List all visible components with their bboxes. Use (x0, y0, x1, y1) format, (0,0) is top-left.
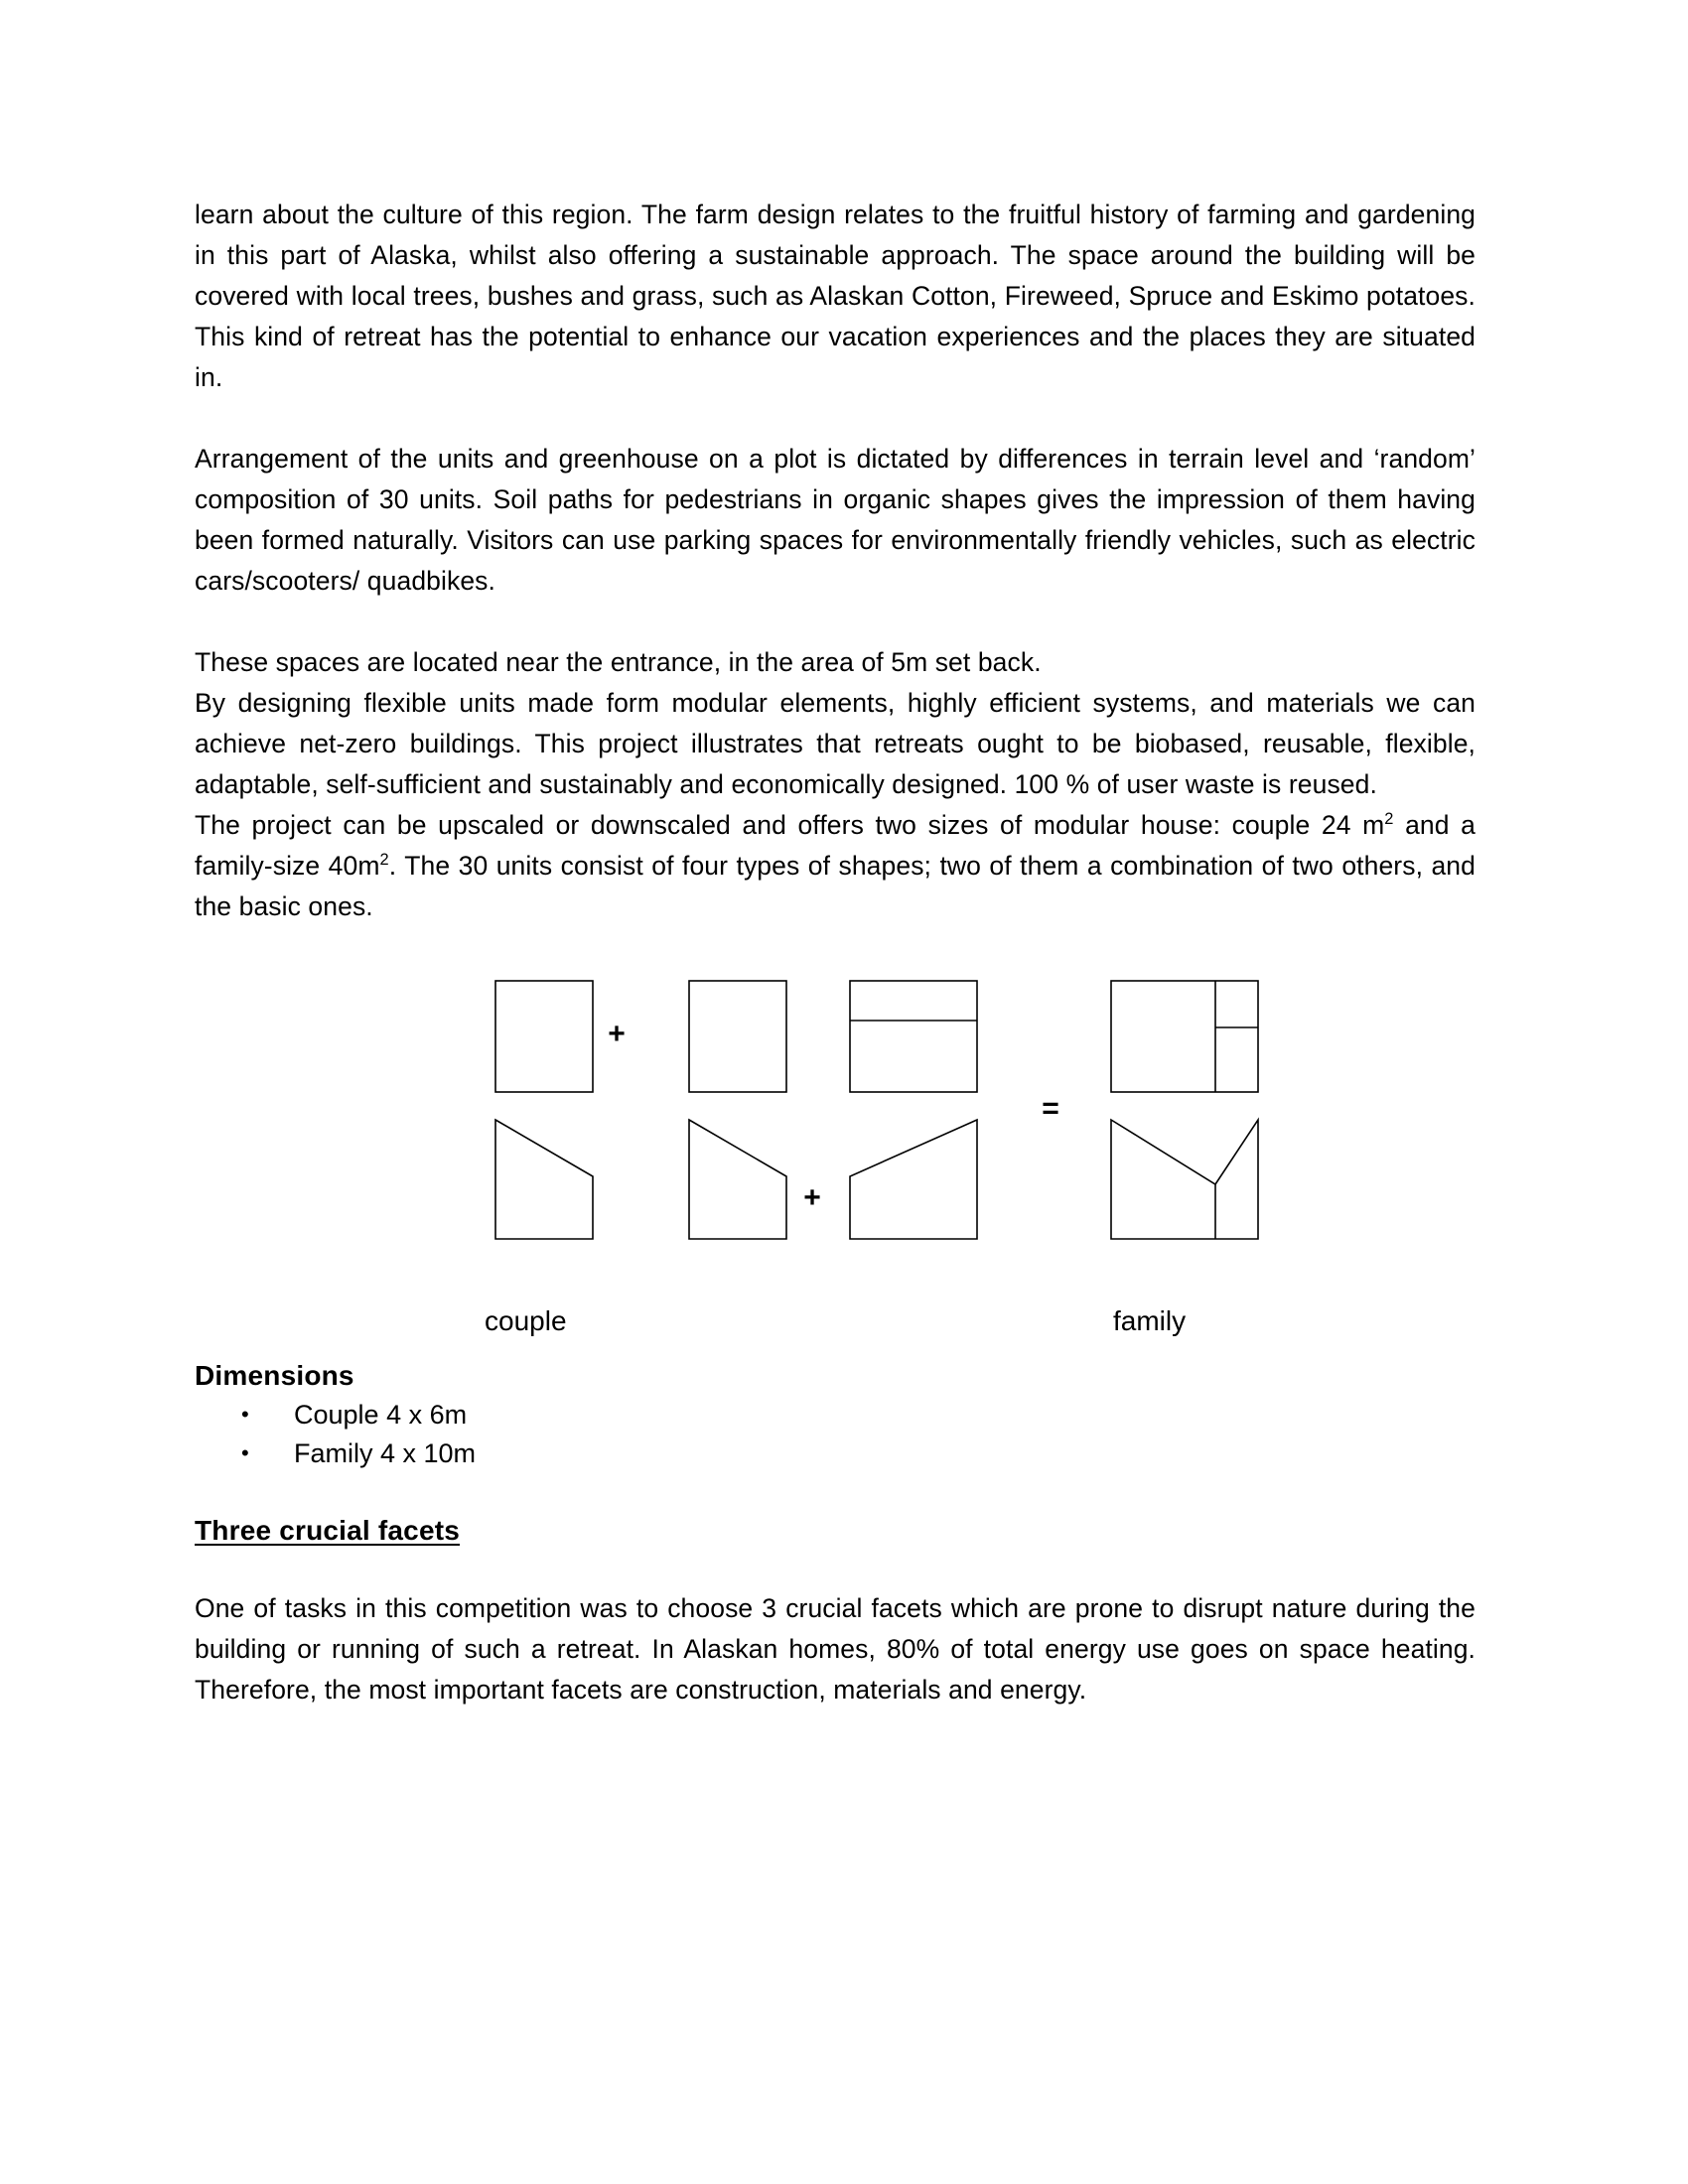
paragraph-project-scaling (195, 805, 1476, 927)
shape-family-elevation-left (689, 1120, 786, 1239)
plus-operator-bottom-icon: + (803, 1181, 821, 1214)
diagram-label-couple: couple (485, 1305, 567, 1336)
document-content (195, 195, 1476, 1710)
section-spacer (195, 1473, 1476, 1511)
plus-operator-top-icon: + (608, 1018, 626, 1050)
shape-family-plan-rect-left (689, 981, 786, 1092)
paragraph-spacer (195, 398, 1476, 439)
facets-heading: Three crucial facets (195, 1515, 461, 1546)
modular-shapes-diagram (195, 969, 1476, 1336)
list-item (195, 1434, 1476, 1473)
paragraph-spaces-located: These spaces are located near the entrance, in the area of 5m set back. (195, 647, 1042, 677)
shape-family-result-elevation (1111, 1120, 1258, 1239)
square-superscript-family: 2 (379, 851, 389, 870)
shape-couple-elevation (495, 1120, 593, 1239)
paragraph-flexible-units: By designing flexible units made form modular elements, highly efficient systems, and materials we can achieve net-zero buildings. This project illustrates that retreats ought to be biobased, reusable, flexible, adaptable, self-sufficient and sustainably and economically designed. 100 % of user waste is reused. (195, 688, 1476, 799)
dimensions-list (195, 1396, 1476, 1473)
equals-operator-icon: = (1042, 1092, 1059, 1125)
bullet-icon: • (241, 1440, 249, 1465)
paragraph-spacer (195, 602, 1476, 642)
list-item (195, 1396, 1476, 1434)
dimensions-heading: Dimensions (195, 1360, 354, 1391)
shape-couple-plan-rect (495, 981, 593, 1092)
bullet-icon: • (241, 1402, 249, 1427)
paragraph-arrangement: Arrangement of the units and greenhouse on a plot is dictated by differences in terrain level and ‘random’ composition of 30 units. Soil paths for pedestrians in organic shapes gives the impression of them having been formed naturally. Visitors can use parking spaces for environmentally friendly vehicles, such as electric cars/scooters/ quadbikes. (195, 444, 1476, 596)
square-superscript-couple: 2 (1384, 810, 1394, 829)
shape-family-elevation-right (850, 1120, 977, 1239)
paragraph-facets: One of tasks in this competition was to choose 3 crucial facets which are prone to disrupt nature during the building or running of such a retreat. In Alaskan homes, 80% of total energy use goes on space heating. Therefore, the most important facets are construction, materials and energy. (195, 1593, 1476, 1705)
paragraph-intro: learn about the culture of this region. The farm design relates to the fruitful history of farming and gardening in this part of Alaska, whilst also offering a sustainable approach. The space around the building will be covered with local trees, bushes and grass, such as Alaskan Cotton, Fireweed, Spruce and Eskimo potatoes. This kind of retreat has the potential to enhance our vacation experiences and the places they are situated in. (195, 200, 1476, 392)
project-scaling-text-a: The project can be upscaled or downscaled and offers two sizes of modular house: couple 24 m (195, 810, 1385, 840)
dimensions-item-label: Family 4 x 10m (294, 1438, 477, 1468)
shape-family-plan-rect-right (850, 981, 977, 1092)
diagram-label-family: family (1113, 1305, 1187, 1336)
section-spacer (195, 1551, 1476, 1588)
modular-shapes-svg (195, 969, 1476, 1297)
project-scaling-text-b: and a family-size 40m (195, 810, 1476, 881)
shape-family-result-plan (1111, 981, 1258, 1092)
diagram-label-row (195, 1297, 1476, 1344)
project-scaling-text-c: . The 30 units consist of four types of shapes; two of them a combination of two others, and the basic ones. (195, 851, 1476, 921)
dimensions-item-label: Couple 4 x 6m (294, 1400, 468, 1430)
